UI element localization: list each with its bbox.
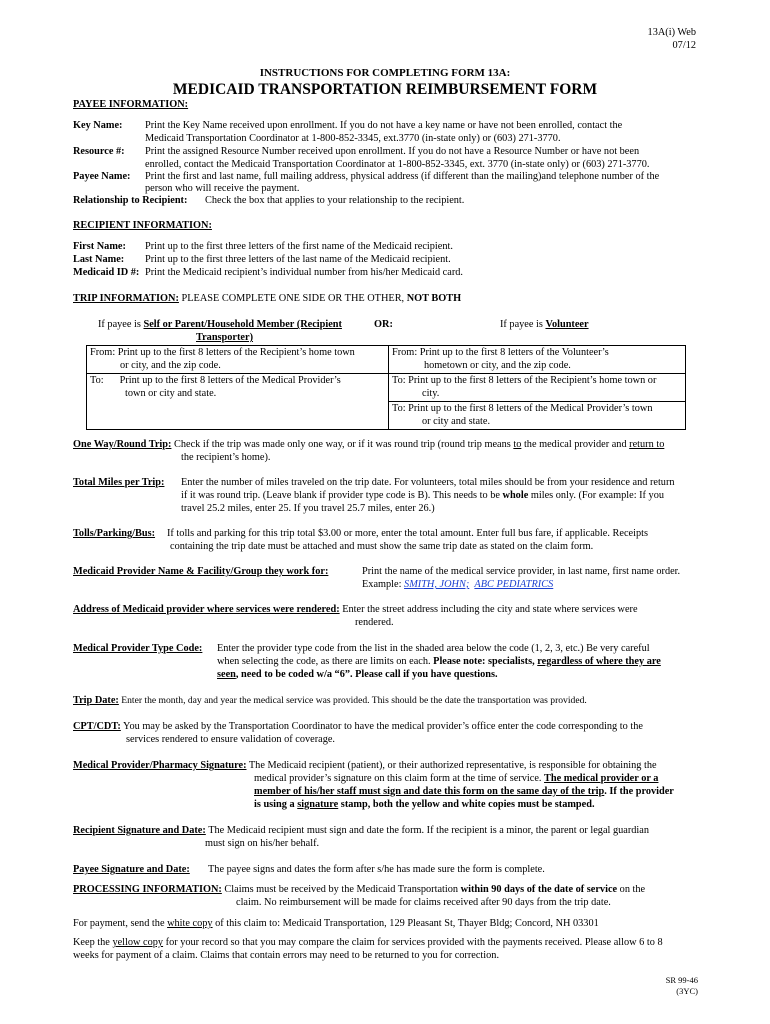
- last-name-text: Print up to the first three letters of the last name of the Medicaid recipient.: [145, 254, 451, 265]
- medicaid-id-text: Print the Medicaid recipient’s individual number from his/her Medicaid card.: [145, 267, 463, 278]
- provider-example: Example: SMITH, JOHN; ABC PEDIATRICS: [362, 579, 554, 590]
- right-from-cell: [389, 346, 686, 374]
- tolls-text-2: containing the trip date must be attached and must show the same trip date as stated on the claim form.: [170, 541, 594, 552]
- left-from-cell: [87, 346, 389, 374]
- right-to1-cell: [389, 374, 686, 402]
- oneway-line-2: the recipient’s home).: [181, 452, 271, 463]
- recipient-sig-line: Recipient Signature and Date: The Medicaid recipient must sign and date the form. If the recipient is a minor, the parent or legal guardian: [73, 825, 649, 836]
- cpt-line-2: services rendered to ensure validation of coverage.: [126, 734, 335, 745]
- trip-left-intro-2: Transporter): [196, 332, 253, 343]
- recipient-heading: RECIPIENT INFORMATION:: [73, 220, 212, 231]
- processing-line: PROCESSING INFORMATION: Claims must be received by the Medicaid Transportation within 90 days of the date of service on the: [73, 884, 646, 895]
- resource-label: Resource #:: [73, 146, 125, 157]
- type-code-label: Medical Provider Type Code:: [73, 643, 203, 654]
- recipient-sig-line-2: must sign on his/her behalf.: [205, 838, 320, 849]
- payee-heading: PAYEE INFORMATION:: [73, 99, 189, 110]
- page-title: MEDICAID TRANSPORTATION REIMBURSEMENT FORM: [172, 81, 598, 98]
- relationship-text: Check the box that applies to your relationship to the recipient.: [205, 195, 465, 206]
- trip-left-intro: If payee is Self or Parent/Household Member (Recipient: [98, 319, 342, 330]
- left-to-label: To:: [90, 375, 104, 386]
- right-to1-1: To: Print up to the first 8 letters of the Recipient’s home town or: [392, 375, 657, 386]
- form-code: 13A(i) Web: [647, 27, 696, 38]
- tolls-text-1: If tolls and parking for this trip total $3.00 or more, enter the total amount. Enter full bus fare, if applicable. Receipts: [167, 528, 648, 539]
- key-name-text: Print the Key Name received upon enrollment. If you do not have a key name or have not been enrolled, contact the: [145, 120, 623, 131]
- left-to-cell: [87, 374, 389, 430]
- right-from-1: From: Print up to the first 8 letters of the Volunteer’s: [392, 347, 609, 358]
- payee-sig-text: The payee signs and dates the form after s/he has made sure the form is complete.: [208, 864, 545, 875]
- payment-line: For payment, send the white copy of this claim to: Medicaid Transportation, 129 Pleasant St, Thayer Bldg; Concord, NH 03301: [73, 918, 599, 929]
- signature-line-3: member of his/her staff must sign and date this form on the same day of the trip. If the provider: [254, 786, 674, 797]
- last-name-label: Last Name:: [73, 254, 125, 265]
- miles-text-3: travel 25.2 miles, enter 25. If you travel 25.7 miles, enter 26.): [181, 503, 435, 514]
- medicaid-id-label: Medicaid ID #:: [73, 267, 140, 278]
- left-to-2: town or city and state.: [125, 387, 217, 399]
- instructions-title: INSTRUCTIONS FOR COMPLETING FORM 13A:: [259, 67, 511, 79]
- trip-or: OR:: [374, 319, 393, 330]
- form-date: 07/12: [672, 40, 696, 51]
- type-code-text-3: seen, need to be coded w/a “6”. Please call if you have questions.: [217, 669, 498, 680]
- trip-table: [86, 345, 686, 430]
- type-code-text-1: Enter the provider type code from the list in the shaded area below the code (1, 2, 3, etc.) Be very careful: [217, 643, 650, 654]
- payee-sig-label: Payee Signature and Date:: [73, 864, 190, 875]
- first-name-label: First Name:: [73, 241, 126, 252]
- payee-name-text: Print the first and last name, full mailing address, physical address (if different than the mailing)and telephone number of the: [145, 171, 660, 182]
- signature-line-4: is using a signature stamp, both the yellow and white copies must be stamped.: [254, 799, 595, 810]
- right-to1-2: city.: [422, 387, 440, 399]
- left-from-1: From: Print up to the first 8 letters of the Recipient’s home town: [90, 347, 355, 358]
- type-code-text-2: when selecting the code, as there are limits on each. Please note: specialists, regardless of where they are: [217, 656, 661, 667]
- key-name-text-2: Medicaid Transportation Coordinator at 1-800-852-3345, ext.3770 (in-state only) or (603) 271-3770.: [145, 133, 561, 144]
- address-line-2: rendered.: [355, 617, 394, 628]
- first-name-text: Print up to the first three letters of the first name of the Medicaid recipient.: [145, 241, 453, 252]
- cpt-line: CPT/CDT: You may be asked by the Transportation Coordinator to have the medical provider’s office enter the code corresponding to the: [73, 721, 643, 732]
- keep-line: Keep the yellow copy for your record so that you may compare the claim for services provided with the payments received. Please allow 6 to 8: [73, 937, 663, 948]
- address-line: Address of Medicaid provider where services were rendered: Enter the street address including the city and state where services were: [73, 604, 638, 615]
- right-to2-1: To: Print up to the first 8 letters of the Medical Provider’s town: [392, 403, 653, 414]
- resource-text: Print the assigned Resource Number received upon enrollment. If you do not have a Resource Number or have not been: [145, 146, 640, 157]
- footer-code: SR 99-46: [665, 975, 698, 985]
- relationship-label: Relationship to Recipient:: [73, 195, 188, 206]
- footer-sub: (3YC): [676, 986, 698, 996]
- trip-right-intro: If payee is Volunteer: [500, 319, 589, 330]
- left-from-2: or city, and the zip code.: [120, 359, 221, 371]
- tolls-label: Tolls/Parking/Bus:: [73, 528, 156, 539]
- provider-name-label: Medicaid Provider Name & Facility/Group they work for:: [73, 566, 329, 577]
- miles-text-1: Enter the number of miles traveled on the trip date. For volunteers, total miles should be from your residence and return: [181, 477, 675, 488]
- key-name-label: Key Name:: [73, 120, 123, 131]
- oneway-line: One Way/Round Trip: Check if the trip was made only one way, or if it was round trip (round trip means to the medical provider and return to: [73, 439, 665, 450]
- signature-line-2: medical provider’s signature on this claim form at the time of service. The medical provider or a: [254, 773, 659, 784]
- resource-text-2: enrolled, contact the Medicaid Transportation Coordinator at 1-800-852-3345, ext. 3770 (in-state only) or (603) 271-3770.: [145, 159, 650, 170]
- right-to2-cell: [389, 402, 686, 430]
- payee-name-label: Payee Name:: [73, 171, 131, 182]
- keep-line-2: weeks for payment of a claim. Claims that contain errors may need to be returned to you for correction.: [73, 950, 500, 961]
- miles-label: Total Miles per Trip:: [73, 477, 165, 488]
- signature-line-1: Medical Provider/Pharmacy Signature: The Medicaid recipient (patient), or their authorized representative, is responsible for obtaining the: [73, 760, 657, 771]
- trip-date-line: Trip Date: Enter the month, day and year the medical service was provided. This should be the date the transportation was provided.: [73, 695, 587, 706]
- right-to2-2: or city and state.: [422, 415, 491, 427]
- provider-name-text: Print the name of the medical service provider, in last name, first name order.: [362, 566, 681, 577]
- left-to-1: Print up to the first 8 letters of the Medical Provider’s: [119, 375, 341, 386]
- miles-text-2: if it was round trip. (Leave blank if provider type code is B). This needs to be whole miles only. (For example: If you: [181, 490, 665, 501]
- right-from-2: hometown or city, and the zip code.: [424, 359, 571, 371]
- trip-heading: TRIP INFORMATION: PLEASE COMPLETE ONE SIDE OR THE OTHER, NOT BOTH: [73, 293, 462, 304]
- processing-line-2: claim. No reimbursement will be made for claims received after 90 days from the trip date.: [236, 897, 611, 908]
- payee-name-text-2: person who will receive the payment.: [145, 183, 300, 194]
